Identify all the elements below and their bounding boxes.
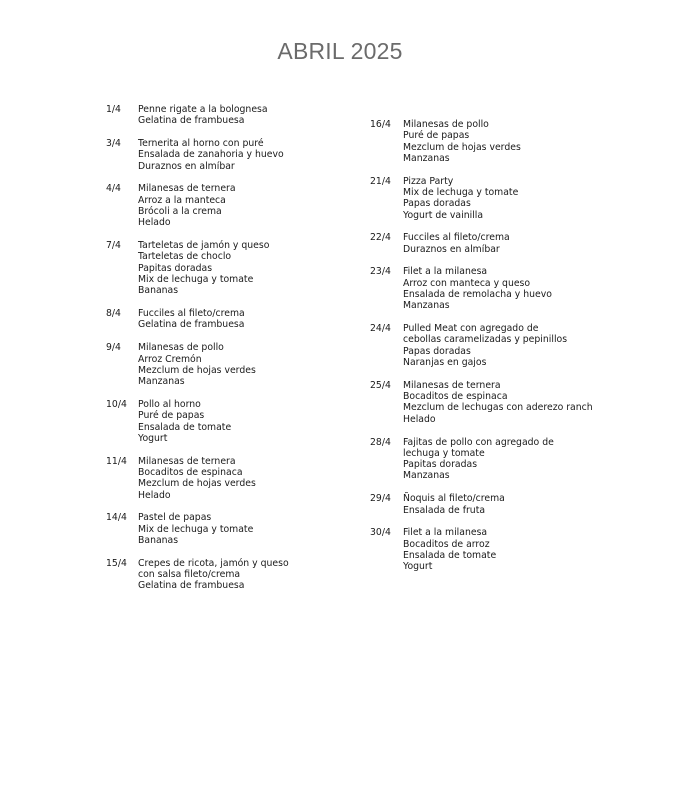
menu-dish: Tarteletas de jamón y queso <box>138 240 270 252</box>
menu-dish: Yogurt <box>138 432 168 444</box>
menu-items <box>403 323 567 368</box>
menu-dish: Fajitas de pollo con agregado de <box>403 436 554 448</box>
menu-dish: Pastel de papas <box>138 512 212 524</box>
menu-dish: Pollo al horno <box>138 398 201 410</box>
menu-entry <box>370 380 670 425</box>
menu-dish: Helado <box>138 489 171 501</box>
menu-dish: Mix de lechuga y tomate <box>403 186 519 198</box>
menu-dish: Fucciles al fileto/crema <box>403 232 510 244</box>
menu-items <box>138 104 268 127</box>
menu-dish: con salsa fileto/crema <box>138 569 241 580</box>
menu-items <box>403 176 518 221</box>
menu-dish: Ensalada de fruta <box>403 504 486 516</box>
menu-dish: Bocaditos de espinaca <box>138 466 243 478</box>
menu-items <box>138 399 231 444</box>
menu-items <box>138 512 253 546</box>
menu-column-right <box>370 119 670 584</box>
menu-date: 4/4 <box>106 183 121 195</box>
menu-items <box>403 493 505 516</box>
menu-dish: Naranjas en gajos <box>403 357 487 369</box>
menu-entry <box>370 437 670 482</box>
menu-date: 7/4 <box>106 240 121 252</box>
menu-date: 10/4 <box>106 398 127 410</box>
menu-items <box>403 527 496 572</box>
menu-dish: Milanesas de pollo <box>403 119 489 130</box>
menu-date: 15/4 <box>106 557 127 569</box>
menu-entry <box>106 399 406 444</box>
menu-dish: Mezclum de hojas verdes <box>138 478 256 490</box>
menu-date: 24/4 <box>370 323 391 335</box>
menu-items <box>138 308 245 331</box>
menu-entry <box>106 558 406 592</box>
menu-dish: Mezclum de hojas verdes <box>403 141 521 153</box>
menu-dish: Bananas <box>138 534 179 546</box>
menu-dish: Mezclum de lechugas con aderezo ranch <box>403 402 593 414</box>
menu-dish: Mix de lechuga y tomate <box>138 274 254 286</box>
menu-dish: Filet a la milanesa <box>403 266 488 278</box>
menu-date: 9/4 <box>106 342 121 354</box>
menu-dish: Pulled Meat con agregado de <box>403 323 539 335</box>
menu-dish: Penne rigate a la bolognesa <box>138 104 268 115</box>
menu-dish: Manzanas <box>403 300 450 312</box>
menu-items <box>403 232 510 255</box>
menu-date: 8/4 <box>106 308 121 320</box>
menu-dish: Pizza Party <box>403 175 454 187</box>
menu-date: 16/4 <box>370 119 391 130</box>
menu-items <box>403 119 521 164</box>
menu-dish: Mezclum de hojas verdes <box>138 364 256 376</box>
menu-entry <box>106 104 406 127</box>
menu-entry <box>370 266 670 311</box>
menu-date: 1/4 <box>106 104 121 115</box>
menu-dish: Papitas doradas <box>138 262 213 274</box>
menu-date: 29/4 <box>370 493 391 505</box>
menu-dish: Papas doradas <box>403 345 471 357</box>
menu-entry <box>370 232 670 255</box>
menu-dish: Crepes de ricota, jamón y queso <box>138 557 289 569</box>
menu-dish: Ensalada de tomate <box>403 549 497 561</box>
menu-dish: Manzanas <box>403 470 450 482</box>
menu-items <box>138 558 289 592</box>
menu-entry <box>106 456 406 501</box>
menu-dish: Milanesas de ternera <box>138 455 236 467</box>
menu-dish: Duraznos en almíbar <box>403 243 500 255</box>
menu-dish: Ternerita al horno con puré <box>138 138 264 150</box>
menu-entry <box>370 527 670 572</box>
menu-date: 30/4 <box>370 527 391 539</box>
menu-dish: Gelatina de frambuesa <box>138 580 245 592</box>
menu-dish: Manzanas <box>403 152 450 164</box>
menu-dish: Yogurt de vainilla <box>403 209 484 221</box>
menu-entry <box>106 183 406 228</box>
menu-dish: Helado <box>138 217 171 229</box>
menu-dish: Ensalada de zanahoria y huevo <box>138 149 284 161</box>
menu-dish: Mix de lechuga y tomate <box>138 523 254 535</box>
menu-dish: Fucciles al fileto/crema <box>138 308 245 320</box>
menu-dish: Puré de papas <box>138 410 205 422</box>
menu-dish: Arroz Cremón <box>138 353 202 365</box>
menu-dish: Bananas <box>138 285 179 297</box>
menu-dish: Ensalada de remolacha y huevo <box>403 289 552 301</box>
menu-items <box>138 183 236 228</box>
menu-items <box>138 240 269 296</box>
menu-dish: lechuga y tomate <box>403 447 485 459</box>
menu-dish: Ñoquis al fileto/crema <box>403 493 505 505</box>
menu-date: 28/4 <box>370 436 391 448</box>
menu-entry <box>370 119 670 164</box>
menu-date: 22/4 <box>370 232 391 244</box>
menu-items <box>403 380 593 425</box>
menu-date: 23/4 <box>370 266 391 278</box>
menu-dish: Gelatina de frambuesa <box>138 319 245 331</box>
menu-entry <box>106 138 406 172</box>
menu-dish: Manzanas <box>138 376 185 388</box>
menu-dish: Milanesas de ternera <box>403 379 501 391</box>
menu-dish: Bocaditos de arroz <box>403 538 490 550</box>
menu-date: 21/4 <box>370 175 391 187</box>
menu-dish: Arroz con manteca y queso <box>403 277 531 289</box>
menu-dish: Helado <box>403 413 436 425</box>
menu-items <box>138 138 284 172</box>
menu-date: 3/4 <box>106 138 121 150</box>
menu-entry <box>370 176 670 221</box>
menu-date: 11/4 <box>106 455 127 467</box>
menu-dish: Ensalada de tomate <box>138 421 232 433</box>
menu-dish: Puré de papas <box>403 130 470 142</box>
menu-dish: Tarteletas de choclo <box>138 251 232 263</box>
menu-dish: Papas doradas <box>403 198 471 210</box>
menu-dish: Milanesas de pollo <box>138 342 224 354</box>
page-title: ABRIL 2025 <box>277 38 403 64</box>
menu-items <box>138 342 256 387</box>
menu-entry <box>106 512 406 546</box>
menu-column-left <box>106 104 406 603</box>
menu-dish: Filet a la milanesa <box>403 527 488 539</box>
menu-entry <box>370 323 670 368</box>
menu-entry <box>370 493 670 516</box>
menu-dish: Brócoli a la crema <box>138 206 222 218</box>
menu-dish: cebollas caramelizadas y pepinillos <box>403 334 568 346</box>
menu-items <box>403 437 554 482</box>
menu-date: 25/4 <box>370 379 391 391</box>
menu-dish: Bocaditos de espinaca <box>403 391 508 403</box>
menu-dish: Papitas doradas <box>403 459 478 471</box>
menu-items <box>138 456 256 501</box>
menu-dish: Gelatina de frambuesa <box>138 115 245 127</box>
menu-entry <box>106 342 406 387</box>
menu-entry <box>106 308 406 331</box>
menu-dish: Duraznos en almíbar <box>138 160 235 172</box>
menu-items <box>403 266 552 311</box>
menu-dish: Arroz a la manteca <box>138 194 226 206</box>
menu-date: 14/4 <box>106 512 127 524</box>
menu-dish: Yogurt <box>403 561 433 573</box>
menu-dish: Milanesas de ternera <box>138 183 236 195</box>
menu-entry <box>106 240 406 296</box>
